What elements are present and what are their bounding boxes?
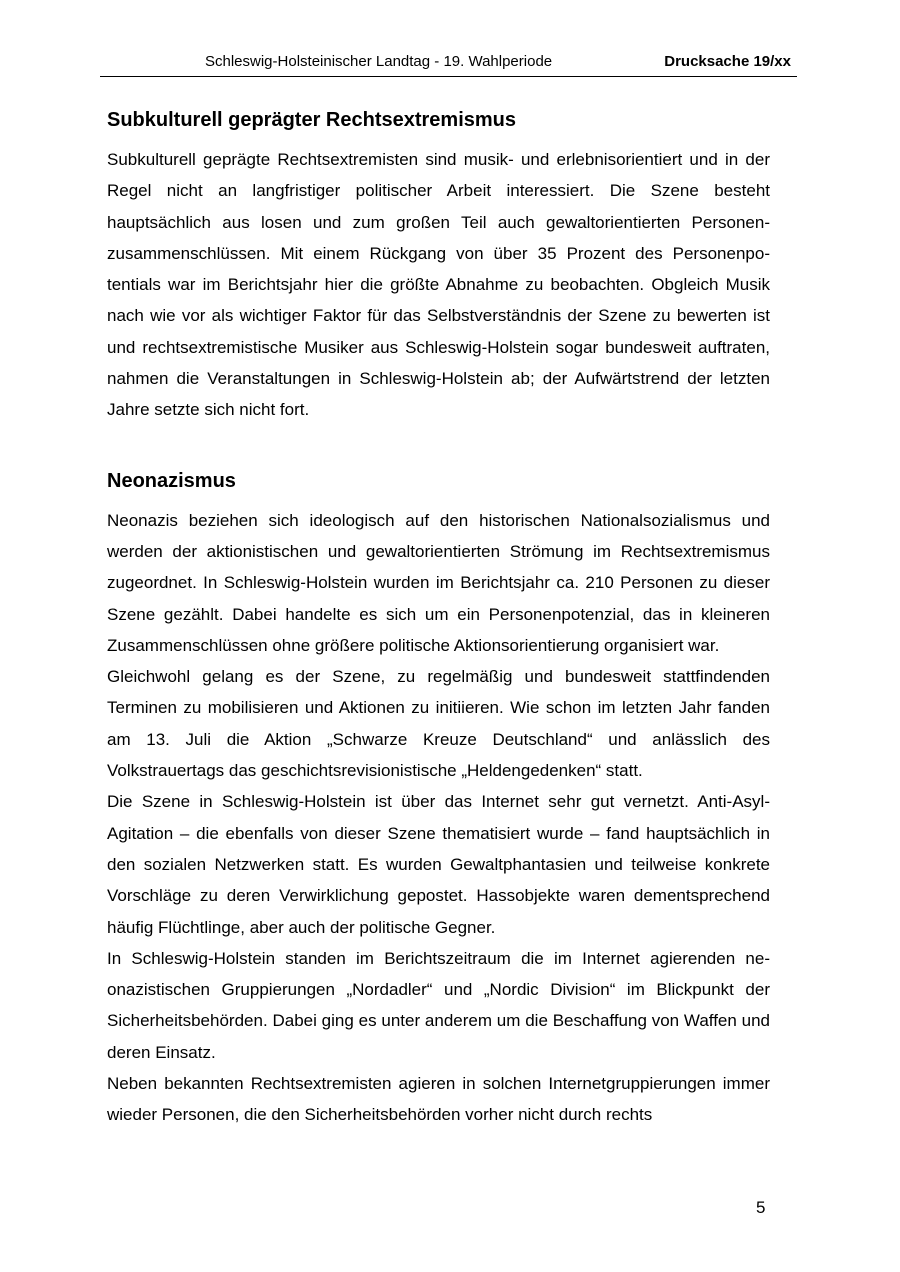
- page-header: [100, 50, 797, 77]
- page-number: 5: [756, 1198, 766, 1217]
- header-title: Schleswig-Holsteinischer Landtag - 19. Wahlperiode: [205, 53, 553, 70]
- page-content: [107, 106, 770, 1131]
- paragraph: Subkulturell geprägte Rechtsextremisten sind musik- und erlebnisorientiert und in der Regel nicht an langfristiger politischer Arbeit interessiert. Die Szene besteht hauptsächlich aus losen und zum großen Teil auch gewaltorientierten Personenzusammenschlüssen. Mit einem Rückgang von über 35 Prozent des Personenpotentials war im Berichtsjahr hier die größte Abnahme zu beobachten. Obgleich Musik nach wie vor als wichtiger Faktor für das Selbstverständnis der Szene zu bewerten ist und rechtsextremistische Musiker aus Schleswig-Holstein sogar bundesweit auftraten, nahmen die Veranstaltungen in Schleswig-Holstein ab; der Aufwärtstrend der letzten Jahre setzte sich nicht fort.: [107, 150, 770, 420]
- paragraph: Neonazis beziehen sich ideologisch auf den historischen Nationalsozialismus und werden der aktionistischen und gewaltorientierten Strömung im Rechtsextremismus zugeordnet. In Schleswig-Holstein wurden im Berichtsjahr ca. 210 Personen zu dieser Szene gezählt. Dabei handelte es sich um ein Personenpotenzial, das in kleineren Zusammenschlüssen ohne größere politische Aktionsorientierung organisiert war.: [107, 510, 770, 655]
- paragraph: In Schleswig-Holstein standen im Berichtszeitraum die im Internet agierenden neonazistischen Gruppierungen „Nordadler“ und „Nordic Division“ im Blickpunkt der Sicherheitsbehörden. Dabei ging es unter anderem um die Beschaffung von Waffen und deren Einsatz.: [107, 948, 770, 1062]
- section-heading-subkultur: Subkulturell geprägter Rechtsextremismus: [107, 109, 517, 131]
- document-number: Drucksache 19/xx: [664, 53, 791, 70]
- section-heading-neonazismus: Neonazismus: [107, 469, 236, 492]
- paragraph: Die Szene in Schleswig-Holstein ist über das Internet sehr gut vernetzt. Anti-Asyl-Agitation – die ebenfalls von dieser Szene thematisiert wurde – fand hauptsächlich in den sozialen Netzwerken statt. Es wurden Gewaltphantasien und teilweise konkrete Vorschläge zu deren Verwirklichung gepostet. Hassobjekte waren dementsprechend häufig Flüchtlinge, aber auch der politische Gegner.: [107, 792, 770, 937]
- paragraph: Neben bekannten Rechtsextremisten agieren in solchen Internetgruppierungen immer wieder Personen, die den Sicherheitsbehörden vorher nicht durch rechts: [107, 1074, 770, 1125]
- paragraph: Gleichwohl gelang es der Szene, zu regelmäßig und bundesweit stattfindenden Terminen zu mobilisieren und Aktionen zu initiieren. Wie schon im letzten Jahr fanden am 13. Juli die Aktion „Schwarze Kreuze Deutschland“ und anlässlich des Volkstrauertags das geschichtsrevisionistische „Heldengedenken“ statt.: [107, 667, 770, 781]
